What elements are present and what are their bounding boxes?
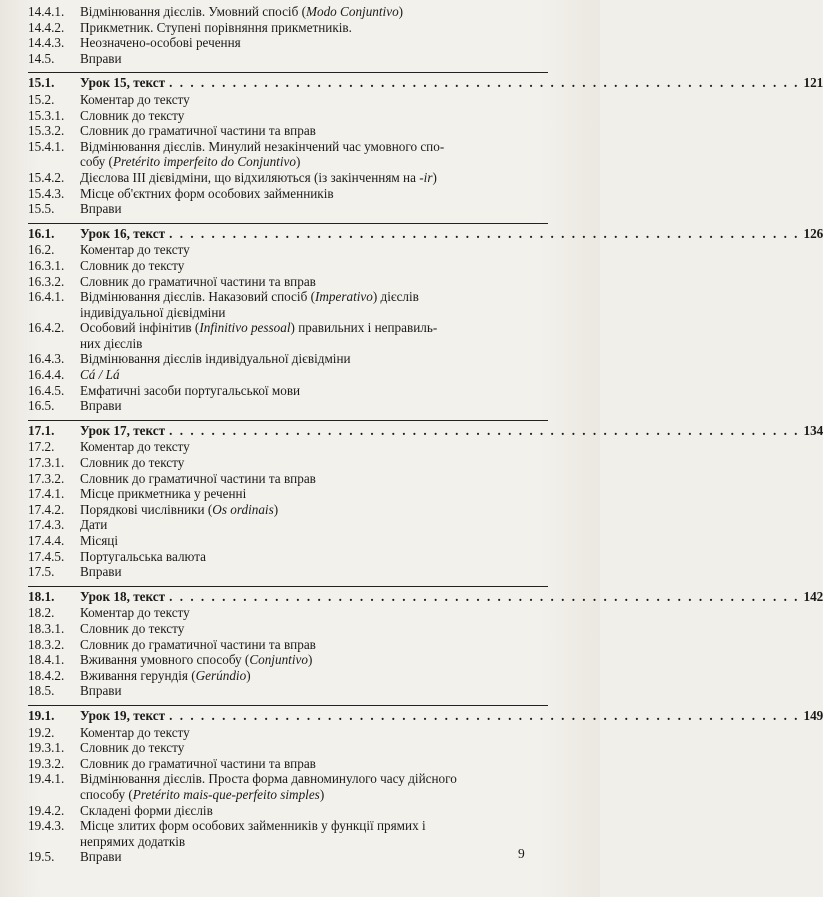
entry-title-text: ) правильних і неправиль-	[290, 320, 438, 336]
entry-number: 18.2.	[28, 605, 55, 621]
entry-title-text: Словник до граматичної частини та вправ	[80, 636, 316, 652]
entry-title-text: Вживання умовного способу (	[80, 652, 250, 668]
entry-title-text: Відмінювання дієслів. Минулий незакінчений час умовного спо-	[80, 138, 445, 154]
entry-title	[80, 35, 548, 51]
entry-title	[80, 258, 548, 274]
toc-entry[interactable]	[28, 305, 548, 321]
lesson-heading[interactable]	[28, 74, 823, 92]
toc-entry[interactable]	[28, 320, 548, 336]
toc-entry[interactable]	[28, 154, 548, 170]
entry-title-text: Словник до тексту	[80, 257, 185, 273]
entry-title-text: )	[273, 501, 279, 517]
lesson-number: 17.1.	[28, 422, 55, 438]
entry-title-text: Відмінювання дієслів. Умовний спосіб (	[80, 4, 306, 19]
entry-title	[80, 455, 548, 471]
entry-number: 19.3.2.	[28, 755, 65, 771]
entry-title	[80, 336, 548, 352]
entry-title-text: Коментар до тексту	[80, 91, 190, 107]
toc-entry[interactable]	[28, 502, 548, 518]
toc-section	[28, 420, 823, 580]
entry-title-text: Емфатичні засоби португальської мови	[80, 382, 301, 398]
entry-number: 15.4.1.	[28, 138, 65, 154]
lesson-title: Урок 17, текст	[80, 422, 166, 438]
entry-number: 16.4.4.	[28, 367, 65, 383]
entry-number: 15.4.2.	[28, 169, 65, 185]
entry-title-text: Місце злитих форм особових займенників у функції прямих і	[80, 818, 426, 834]
toc-entry[interactable]	[28, 771, 548, 787]
entry-number: 16.4.5.	[28, 382, 65, 398]
entry-title-italic: -ir	[419, 169, 433, 185]
lesson-page-number: 134	[803, 422, 823, 438]
entry-title	[80, 351, 548, 367]
toc-entry[interactable]	[28, 787, 548, 803]
toc-entry[interactable]	[28, 740, 548, 756]
toc-entry[interactable]	[28, 35, 548, 51]
entry-title	[80, 834, 548, 850]
dot-leader: . . . . . . . . . . . . . . . . . . . . . . . . . . . . . . . . . . . . . . . . . . . . . . . . . . . . . . . . . . . .	[169, 225, 800, 241]
toc-entry[interactable]	[28, 652, 548, 668]
entry-title-text: Словник до тексту	[80, 455, 185, 471]
entry-number: 16.4.3.	[28, 351, 65, 367]
toc-entry[interactable]	[28, 4, 548, 20]
toc-entry[interactable]	[28, 486, 548, 502]
lesson-heading[interactable]	[28, 422, 823, 440]
toc-entry[interactable]	[28, 170, 548, 186]
entry-number: 16.4.2.	[28, 320, 65, 336]
entry-title	[80, 242, 548, 258]
entry-title	[80, 398, 548, 414]
entry-number: 15.2.	[28, 91, 55, 107]
toc-entry[interactable]	[28, 517, 548, 533]
lesson-title: Урок 19, текст	[80, 707, 166, 723]
lesson-title-line	[80, 75, 823, 91]
entry-title	[80, 4, 548, 20]
table-of-contents	[28, 4, 823, 865]
entry-title-italic: Cá / Lá	[80, 367, 120, 383]
entry-number: 14.4.3.	[28, 35, 65, 51]
entry-title-text: )	[246, 667, 251, 683]
entry-title	[80, 621, 548, 637]
entry-title	[80, 652, 548, 668]
entry-number: 19.2.	[28, 724, 55, 740]
entry-title	[80, 771, 548, 787]
entry-title	[80, 502, 548, 518]
entry-number: 18.3.1.	[28, 620, 65, 636]
entry-title-text: Місяці	[80, 533, 119, 548]
entry-number: 17.3.2.	[28, 470, 65, 486]
entry-number: 14.4.2.	[28, 19, 65, 35]
entry-title-text: індивідуальної дієвідміни	[80, 304, 226, 320]
entry-number: 17.2.	[28, 439, 55, 455]
entry-title-text: Словник до тексту	[80, 740, 185, 756]
toc-entry[interactable]	[28, 201, 548, 217]
entry-number: 16.3.2.	[28, 273, 65, 289]
entry-title	[80, 637, 548, 653]
toc-entry[interactable]	[28, 398, 548, 414]
entry-title-text: Вправи	[80, 398, 122, 414]
entry-title-text: )	[432, 169, 437, 185]
entry-title	[80, 605, 548, 621]
toc-entry[interactable]	[28, 668, 548, 684]
toc-entry[interactable]	[28, 242, 548, 258]
entry-title	[80, 849, 548, 865]
entry-title	[80, 486, 548, 502]
entry-title-text: Неозначено-особові речення	[80, 35, 241, 51]
entry-number: 16.5.	[28, 398, 55, 414]
entry-number: 16.4.1.	[28, 289, 65, 305]
toc-entry[interactable]	[28, 455, 548, 471]
toc-entry[interactable]	[28, 367, 548, 383]
entry-number: 17.4.3.	[28, 517, 65, 533]
entry-title-text: )	[398, 4, 404, 19]
entry-title-text: Особовий інфінітив (	[80, 320, 200, 336]
toc-entry[interactable]	[28, 439, 548, 455]
toc-entry[interactable]	[28, 637, 548, 653]
toc-entry[interactable]	[28, 564, 548, 580]
toc-entry[interactable]	[28, 683, 548, 699]
page-number: 9	[518, 846, 525, 861]
lesson-number: 15.1.	[28, 75, 55, 91]
entry-title-text: Португальська валюта	[80, 548, 206, 564]
entry-number: 15.3.2.	[28, 123, 65, 139]
entry-title-text: Вправи	[80, 201, 122, 217]
toc-section	[28, 4, 548, 66]
entry-number: 19.5.	[28, 849, 55, 865]
entry-title-text: Складені форми дієслів	[80, 802, 213, 818]
entry-title-text: )	[307, 652, 313, 668]
toc-entry[interactable]	[28, 834, 548, 850]
entry-title	[80, 383, 548, 399]
entry-title-text: )	[295, 154, 301, 170]
entry-number: 18.3.2.	[28, 636, 65, 652]
entry-title-text: Вправи	[80, 683, 122, 699]
toc-entry[interactable]	[28, 818, 548, 834]
entry-number: 18.5.	[28, 683, 55, 699]
entry-title	[80, 725, 548, 741]
entry-title-italic: Infinitivo pessoal	[199, 320, 291, 336]
entry-title-text: Коментар до тексту	[80, 605, 190, 621]
entry-title-italic: Imperativo	[314, 289, 373, 305]
entry-number: 19.4.3.	[28, 818, 65, 834]
entry-title	[80, 170, 548, 186]
entry-number: 19.3.1.	[28, 740, 65, 756]
dot-leader: . . . . . . . . . . . . . . . . . . . . . . . . . . . . . . . . . . . . . . . . . . . . . . . . . . . . . . . . . . . .	[169, 422, 800, 438]
entry-title-italic: Pretérito imperfeito do Conjuntivo	[112, 154, 296, 170]
toc-entry[interactable]	[28, 605, 548, 621]
toc-section	[28, 705, 823, 865]
entry-title-text: Коментар до тексту	[80, 724, 190, 740]
lesson-title: Урок 16, текст	[80, 225, 166, 241]
entry-title	[80, 549, 548, 565]
toc-entry[interactable]	[28, 336, 548, 352]
toc-entry[interactable]	[28, 471, 548, 487]
toc-entry[interactable]	[28, 756, 548, 772]
entry-number: 19.4.2.	[28, 802, 65, 818]
entry-title-text: Відмінювання дієслів індивідуальної дієвідміни	[80, 351, 351, 367]
entry-title	[80, 154, 548, 170]
entry-number: 19.4.1.	[28, 771, 65, 787]
entry-number: 17.5.	[28, 564, 55, 580]
entry-title	[80, 439, 548, 455]
entry-title	[80, 564, 548, 580]
entry-number: 14.5.	[28, 50, 55, 66]
toc-entry[interactable]	[28, 51, 548, 67]
entry-title-text: Місце прикметника у реченні	[80, 486, 247, 502]
entry-title-text: Вправи	[80, 849, 122, 865]
toc-entry[interactable]	[28, 849, 548, 865]
entry-title	[80, 186, 548, 202]
lesson-page-number: 149	[803, 707, 823, 723]
toc-entry[interactable]	[28, 383, 548, 399]
entry-number: 17.4.2.	[28, 501, 65, 517]
entry-title-text: Порядкові числівники (	[80, 501, 213, 517]
entry-title	[80, 274, 548, 290]
entry-title	[80, 803, 548, 819]
entry-title-italic: Gerúndio	[195, 667, 247, 683]
entry-number: 17.4.4.	[28, 533, 65, 548]
toc-section	[28, 586, 823, 699]
entry-title-italic: Modo Conjuntivo	[305, 4, 399, 19]
entry-title-text: Словник до тексту	[80, 107, 185, 123]
entry-title-text: Дати	[80, 517, 108, 533]
entry-number: 16.2.	[28, 242, 55, 258]
entry-title-text: Прикметник. Ступені порівняння прикметників.	[80, 19, 352, 35]
toc-section	[28, 223, 823, 414]
toc-entry[interactable]	[28, 108, 548, 124]
toc-entry[interactable]	[28, 725, 548, 741]
entry-title-text: Вживання герундія (	[80, 667, 196, 683]
entry-title-text: Коментар до тексту	[80, 242, 190, 258]
entry-title-text: них дієслів	[80, 335, 143, 351]
entry-title-italic: Os ordinais	[212, 501, 274, 517]
dot-leader: . . . . . . . . . . . . . . . . . . . . . . . . . . . . . . . . . . . . . . . . . . . . . . . . . . . . . . . . . . . .	[169, 707, 800, 723]
toc-entry[interactable]	[28, 139, 548, 155]
entry-title	[80, 756, 548, 772]
entry-title-text: Вправи	[80, 50, 122, 66]
entry-title-text: Відмінювання дієслів. Наказовий спосіб (	[80, 289, 315, 305]
entry-title	[80, 20, 548, 36]
entry-title	[80, 51, 548, 67]
entry-title	[80, 320, 548, 336]
entry-title	[80, 305, 548, 321]
entry-number: 18.4.2.	[28, 667, 65, 683]
entry-title	[80, 517, 548, 533]
entry-title	[80, 668, 548, 684]
lesson-heading[interactable]	[28, 225, 823, 243]
dot-leader: . . . . . . . . . . . . . . . . . . . . . . . . . . . . . . . . . . . . . . . . . . . . . . . . . . . . . . . . . . . .	[169, 75, 800, 91]
entry-title	[80, 740, 548, 756]
entry-number: 16.3.1.	[28, 257, 65, 273]
lesson-title: Урок 18, текст	[80, 588, 166, 604]
entry-title-text: Дієслова III дієвідміни, що відхиляються (із закінченням на	[80, 169, 420, 185]
toc-entry[interactable]	[28, 92, 548, 108]
entry-title-text: )	[319, 786, 325, 802]
entry-number: 15.3.1.	[28, 107, 65, 123]
toc-entry[interactable]	[28, 621, 548, 637]
lesson-title-line	[80, 423, 823, 439]
toc-entry[interactable]	[28, 549, 548, 565]
entry-title	[80, 123, 548, 139]
lesson-number: 16.1.	[28, 225, 55, 241]
entry-title-italic: Conjuntivo	[249, 652, 308, 668]
entry-title-text: собу (	[80, 154, 113, 170]
entry-title	[80, 367, 548, 383]
lesson-page-number: 142	[803, 588, 823, 604]
lesson-heading[interactable]	[28, 707, 823, 725]
entry-number: 15.5.	[28, 201, 55, 217]
entry-title	[80, 683, 548, 699]
lesson-title-line	[80, 226, 823, 242]
lesson-number: 19.1.	[28, 707, 55, 723]
entry-title-text: Вправи	[80, 564, 122, 580]
toc-entry[interactable]	[28, 258, 548, 274]
entry-number: 17.4.5.	[28, 548, 65, 564]
entry-title	[80, 533, 548, 549]
lesson-heading[interactable]	[28, 588, 823, 606]
toc-entry[interactable]	[28, 274, 548, 290]
entry-title	[80, 201, 548, 217]
lesson-page-number: 121	[803, 75, 823, 91]
entry-title-text: непрямих додатків	[80, 833, 186, 849]
entry-number: 17.3.1.	[28, 455, 65, 471]
entry-title	[80, 818, 548, 834]
entry-title	[80, 787, 548, 803]
entry-title-text: Словник до граматичної частини та вправ	[80, 273, 316, 289]
entry-title	[80, 92, 548, 108]
entry-number: 17.4.1.	[28, 486, 65, 502]
entry-number: 18.4.1.	[28, 652, 65, 668]
toc-entry[interactable]	[28, 803, 548, 819]
entry-title-text: Словник до граматичної частини та вправ	[80, 755, 316, 771]
entry-title-italic: Pretérito mais-que-perfeito simples	[132, 786, 320, 802]
lesson-title-line	[80, 708, 823, 724]
entry-title-text: Місце об'єктних форм особових займенників	[80, 185, 334, 201]
entry-title-text: Словник до граматичної частини та вправ	[80, 470, 316, 486]
lesson-number: 18.1.	[28, 588, 55, 604]
toc-section	[28, 72, 823, 217]
toc-entry[interactable]	[28, 533, 548, 549]
lesson-title: Урок 15, текст	[80, 75, 166, 91]
toc-entry[interactable]	[28, 20, 548, 36]
dot-leader: . . . . . . . . . . . . . . . . . . . . . . . . . . . . . . . . . . . . . . . . . . . . . . . . . . . . . . . . . . . .	[169, 588, 800, 604]
entry-title-text: Відмінювання дієслів. Проста форма давноминулого часу дійсного	[80, 771, 457, 787]
entry-title	[80, 471, 548, 487]
toc-entry[interactable]	[28, 289, 548, 305]
entry-title	[80, 139, 548, 155]
entry-title-text: способу (	[80, 786, 133, 802]
lesson-title-line	[80, 589, 823, 605]
toc-entry[interactable]	[28, 186, 548, 202]
entry-title-text: Коментар до тексту	[80, 439, 190, 455]
toc-entry[interactable]	[28, 351, 548, 367]
entry-title	[80, 289, 548, 305]
lesson-page-number: 126	[803, 225, 823, 241]
entry-title	[80, 108, 548, 124]
entry-number: 15.4.3.	[28, 185, 65, 201]
entry-title-text: ) дієслів	[372, 289, 419, 305]
entry-number: 14.4.1.	[28, 4, 65, 19]
toc-entry[interactable]	[28, 123, 548, 139]
entry-title-text: Словник до тексту	[80, 620, 185, 636]
entry-title-text: Словник до граматичної частини та вправ	[80, 123, 316, 139]
